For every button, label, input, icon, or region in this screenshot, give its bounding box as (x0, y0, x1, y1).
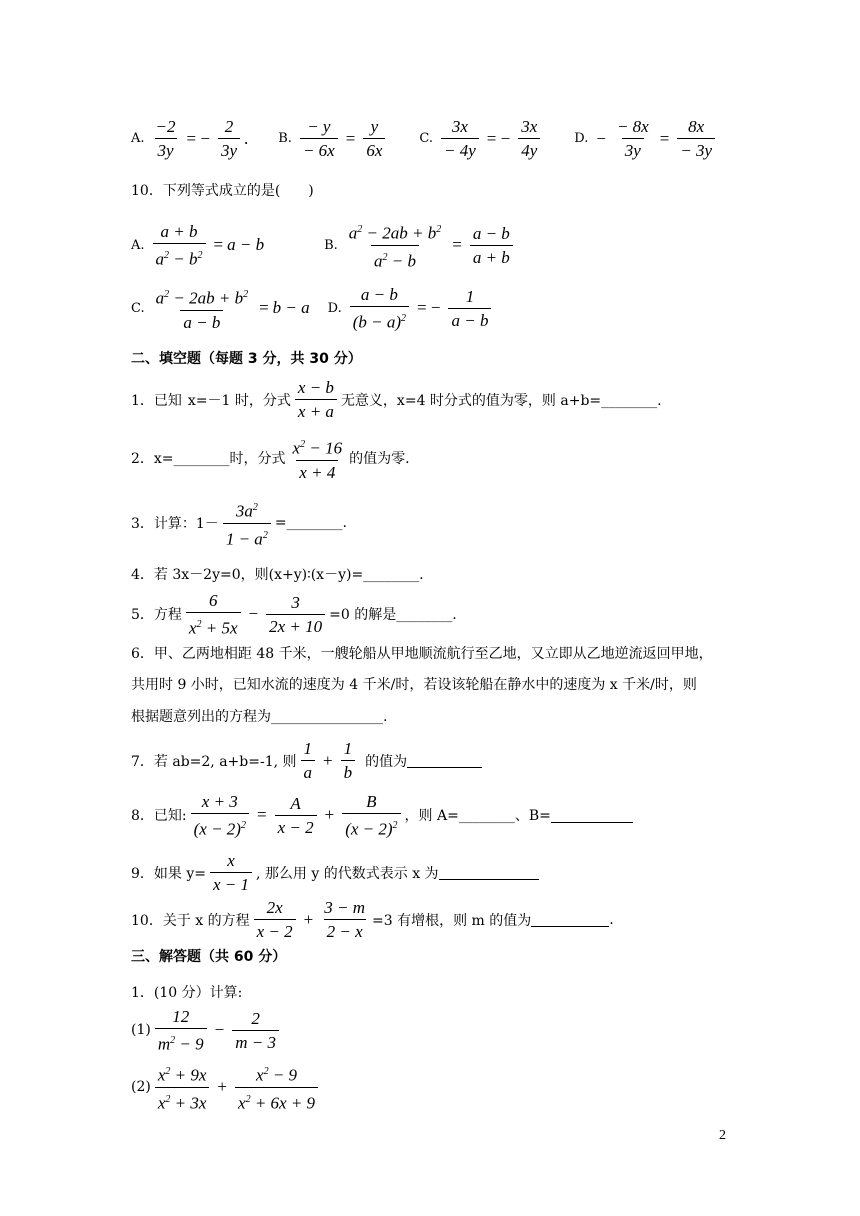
q3-text-b: =________. (274, 515, 347, 532)
fraction: $\frac{x}{x - 1}$ (210, 851, 252, 894)
q1-text-b: x=－1 时，分式 (187, 392, 291, 409)
fraction: $\frac{x + 3}{(x - 2)^2}$ (191, 792, 249, 839)
fraction: $\frac{a^2 - 2ab + b^2}{a - b}$ (155, 288, 249, 332)
option-b-label: B. (278, 131, 292, 146)
q5-text-a: 5．方程 (131, 607, 182, 624)
fraction: $\frac{3a^2}{1 - a^2}$ (223, 498, 271, 548)
fraction: $\frac{x^2 + 9x}{x^2 + 3x}$ (155, 1062, 210, 1112)
fraction: $\frac{x - b}{x + a}$ (295, 378, 337, 421)
s2-question-7: 7．若 ab=2, a+b=-1, 则 $\frac{1}{a}$ + $\frac{1}{b}$ 的值为 (131, 739, 482, 782)
fraction: $\frac{1}{b}$ (341, 739, 356, 782)
s2-question-8: 8．已知: $\frac{x + 3}{(x - 2)^2}$ = $\frac{A}{x - 2}$ + $\frac{B}{(x - 2)^2}$ ，则 A=________、B= (131, 792, 633, 839)
option-c-label: C. (131, 300, 145, 316)
fraction: $\frac{12}{m^2 - 9}$ (155, 1007, 207, 1054)
q2-text-a: 2．x=________时，分式 (131, 451, 286, 468)
fraction: $\frac{3x}{4y}$ (518, 117, 540, 160)
s3-part-1: (1) $\frac{12}{m^2 - 9}$ − $\frac{2}{m - 3}$ (131, 1007, 283, 1054)
option-d-label: D. (574, 131, 589, 146)
option-b-label: B. (324, 237, 338, 253)
fraction: $\frac{1}{a}$ (301, 739, 316, 782)
q7-text-a: 7．若 ab=2, a+b=-1, 则 (131, 753, 297, 770)
s2-question-6-line-3: 根据题意列出的方程为________________. (131, 709, 388, 725)
fraction: $\frac{2}{3y}$ (218, 117, 240, 160)
answer-blank (531, 912, 609, 927)
answer-blank (551, 808, 633, 823)
fraction: $\frac{a^2 - 2ab + b^2}{a^2 - b}$ (348, 223, 442, 271)
fraction: $\frac{- 8x}{3y}$ (616, 117, 649, 160)
q3-text-a: 3．计算：1－ (131, 516, 219, 533)
section-3-heading: 三、解答题（共 60 分） (131, 949, 287, 965)
s2-question-3 (131, 498, 347, 548)
fraction: $\frac{a + b}{a^2 - b^2}$ (153, 222, 206, 269)
q10-text-a: 10．关于 x 的方程 (131, 912, 250, 929)
q1-text-a: 1．已知 (131, 392, 182, 409)
q10-stem: 10．下列等式成立的是( ) (131, 183, 314, 199)
fraction: $\frac{a - b}{a + b}$ (470, 224, 513, 267)
q10-text-b: =3 有增根，则 m 的值为 (372, 912, 532, 929)
option-a-label: A. (131, 237, 145, 253)
q10-text-c: . (609, 911, 614, 928)
option-a-label: A. (131, 131, 145, 146)
s2-question-6-line-1: 6．甲、乙两地相距 48 千米，一艘轮船从甲地顺流航行至乙地，又立即从乙地逆流返回甲地， (131, 646, 713, 662)
s2-question-4: 4．若 3x－2y=0，则(x+y)∶(x－y)=________. (131, 567, 424, 583)
fraction: $\frac{3x}{- 4y}$ (441, 117, 479, 160)
q7-text-b: 的值为 (365, 753, 408, 770)
fraction: $\frac{8x}{- 3y}$ (677, 117, 715, 160)
option-c-label: C. (419, 131, 433, 146)
option-d-label: D. (327, 300, 342, 316)
answer-blank (439, 865, 539, 880)
fraction: $\frac{2x}{x - 2}$ (254, 898, 296, 941)
answer-blank (407, 753, 482, 768)
s2-question-2 (131, 435, 410, 482)
q1-text-c: 无意义，x=4 时分式的值为零，则 a+b=________. (340, 392, 662, 409)
fraction: $\frac{3}{2x + 10}$ (266, 593, 325, 636)
part-2-label: (2) (131, 1079, 151, 1096)
q9-text-a: 9．如果 y= (131, 865, 206, 882)
fraction: $\frac{A}{x - 2}$ (275, 794, 317, 837)
q5-text-b: =0 的解是________. (329, 607, 457, 624)
q2-text-b: 的值为零. (349, 451, 410, 468)
q9-options: A. $\frac{-2}{3y}$ = − $\frac{2}{3y}$ . B. $\frac{- y}{- 6x}$ = $\frac{y}{6x}$ C. $\frac{3x}{- 4y}$ = − $\frac{3x}{4y}$ D. − $\frac{- 8x}{3y}$ = $\frac{8x}{- 3y}$ (131, 117, 719, 160)
s2-question-1 (131, 378, 662, 421)
s2-question-9 (131, 851, 539, 894)
fraction: $\frac{6}{x^2 + 5x}$ (186, 591, 241, 638)
page-number: 2 (719, 1128, 726, 1143)
s2-question-5: 5．方程 $\frac{6}{x^2 + 5x}$ − $\frac{3}{2x + 10}$ =0 的解是________. (131, 591, 457, 638)
fraction: $\frac{-2}{3y}$ (155, 117, 176, 160)
q10-options-ab: A. $\frac{a + b}{a^2 - b^2}$ = a − b B. $\frac{a^2 - 2ab + b^2}{a^2 - b}$ = $\frac{a - b}{a + b}$ (131, 220, 517, 270)
fraction: $\frac{x^2 - 9}{x^2 + 6x + 9}$ (235, 1062, 318, 1112)
fraction: $\frac{1}{a - b}$ (448, 287, 491, 330)
q10-options-cd: C. $\frac{a^2 - 2ab + b^2}{a - b}$ = b − a D. $\frac{a - b}{(b - a)^2}$ = − $\frac{1}{a - b}$ (131, 285, 495, 332)
s3-question-1: 1．(10 分）计算: (131, 985, 243, 1001)
s2-question-10: 10．关于 x 的方程 $\frac{2x}{x - 2}$ + $\frac{3 - m}{2 - x}$ =3 有增根，则 m 的值为 . (131, 898, 614, 941)
part-1-label: (1) (131, 1022, 151, 1039)
fraction: $\frac{3 - m}{2 - x}$ (324, 898, 365, 941)
fraction: $\frac{a - b}{(b - a)^2}$ (350, 285, 409, 332)
q9-text-b: , 那么用 y 的代数式表示 x 为 (256, 865, 439, 882)
q8-text-a: 8．已知: (131, 808, 187, 825)
s2-question-6-line-2: 共用时 9 小时，已知水流的速度为 4 千米/时，若设该轮船在静水中的速度为 x 千米/时，则 (131, 677, 697, 693)
fraction: $\frac{- y}{- 6x}$ (300, 117, 338, 160)
fraction: $\frac{2}{m - 3}$ (232, 1009, 279, 1052)
section-2-heading: 二、填空题（每题 3 分，共 30 分） (131, 351, 362, 367)
s3-part-2: (2) $\frac{x^2 + 9x}{x^2 + 3x}$ + $\frac{x^2 - 9}{x^2 + 6x + 9}$ (131, 1062, 322, 1112)
fraction: $\frac{B}{(x - 2)^2}$ (342, 792, 400, 839)
fraction: $\frac{x^2 - 16}{x + 4}$ (292, 438, 343, 482)
q8-text-b: ，则 A=________、B= (404, 808, 551, 825)
fraction: $\frac{y}{6x}$ (363, 117, 385, 160)
